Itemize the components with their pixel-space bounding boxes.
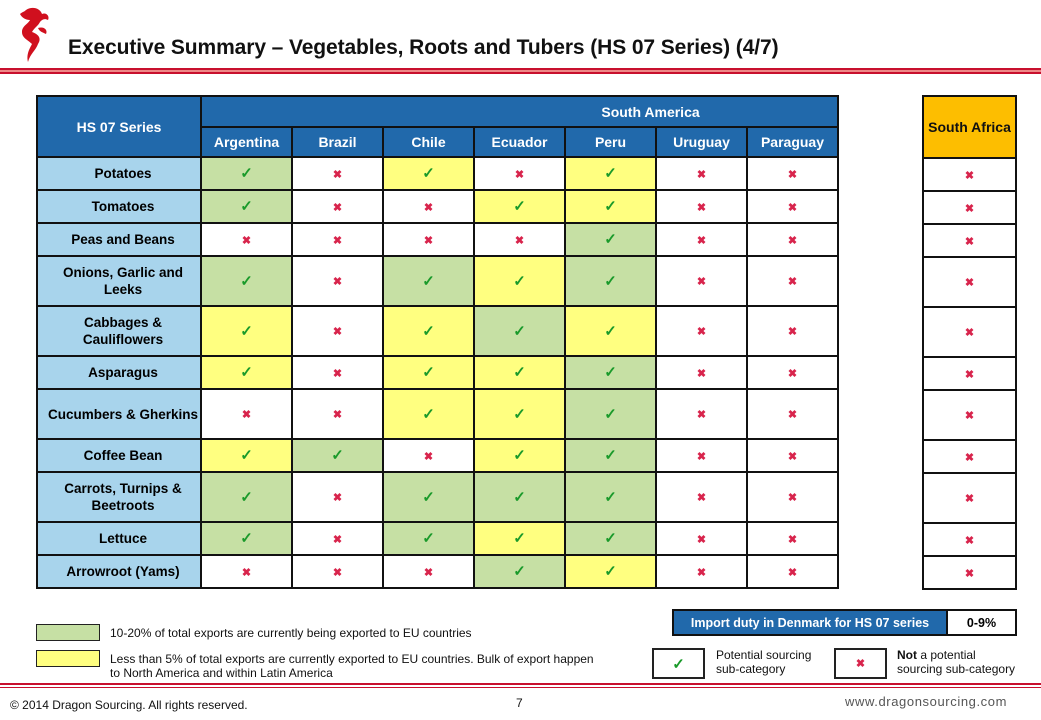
- check-icon: ✓: [513, 405, 526, 423]
- south-africa-table: [922, 95, 1017, 590]
- cross-icon: ✖: [787, 234, 798, 247]
- row-label: Carrots, Turnips & Beetroots: [37, 472, 201, 522]
- cross-icon: ✖: [514, 168, 525, 181]
- cross-icon: ✖: [787, 492, 798, 504]
- cross-icon: ✖: [787, 326, 798, 338]
- matrix-cell: [474, 223, 565, 256]
- legend-text-yellow-line2: to North America and within Latin America: [110, 666, 333, 680]
- check-icon: ✓: [422, 322, 435, 340]
- cross-icon: ✖: [787, 201, 798, 214]
- check-icon: ✓: [240, 488, 253, 506]
- check-icon: ✓: [513, 563, 526, 580]
- cross-icon: ✖: [423, 201, 434, 214]
- matrix-cell: [565, 472, 656, 522]
- import-duty-box: [672, 609, 1017, 636]
- cross-icon: ✖: [514, 234, 525, 247]
- matrix-cell: [201, 472, 292, 522]
- cross-icon: ✖: [332, 492, 343, 504]
- matrix-cell: [656, 439, 747, 472]
- south-africa-cell: [923, 357, 1016, 390]
- table-row: [923, 390, 1016, 440]
- cross-icon: ✖: [964, 567, 975, 580]
- cross-icon: ✖: [696, 367, 707, 380]
- check-icon: ✓: [604, 322, 617, 340]
- cross-icon: ✖: [964, 493, 975, 505]
- check-icon: ✓: [422, 488, 435, 506]
- south-africa-cell: [923, 473, 1016, 523]
- matrix-cell: [656, 256, 747, 306]
- key-not-potential-text: [897, 648, 1015, 676]
- check-icon: ✓: [422, 405, 435, 423]
- cross-icon: ✖: [696, 450, 707, 463]
- matrix-cell: [201, 555, 292, 588]
- matrix-cell: [201, 389, 292, 439]
- key-potential-box: [652, 648, 705, 679]
- check-icon: ✓: [513, 447, 526, 464]
- country-header-chile: Chile: [383, 127, 474, 157]
- matrix-cell: [383, 256, 474, 306]
- import-duty-value: 0-9%: [946, 611, 1015, 634]
- legend-text-yellow-line1: Less than 5% of total exports are currently exported to EU countries. Bulk of export happen: [110, 652, 594, 666]
- table-row: [37, 439, 838, 472]
- check-icon: ✓: [513, 272, 526, 290]
- cross-icon: ✖: [787, 533, 798, 546]
- matrix-cell: [474, 389, 565, 439]
- matrix-cell: [292, 157, 383, 190]
- key-not-bold: Not: [897, 648, 917, 662]
- table-row: [37, 356, 838, 389]
- cross-icon: ✖: [696, 168, 707, 181]
- row-label: Arrowroot (Yams): [37, 555, 201, 588]
- table-row: [923, 523, 1016, 556]
- table-row: [923, 307, 1016, 357]
- matrix-cell: [201, 439, 292, 472]
- cross-icon: ✖: [964, 410, 975, 422]
- table-row: [37, 256, 838, 306]
- check-icon: ✓: [604, 488, 617, 506]
- cross-icon: ✖: [787, 566, 798, 579]
- south-africa-cell: [923, 440, 1016, 473]
- row-label: Lettuce: [37, 522, 201, 555]
- matrix-cell: [474, 472, 565, 522]
- matrix-cell: [656, 472, 747, 522]
- table-row: [923, 473, 1016, 523]
- matrix-cell: [747, 190, 838, 223]
- cross-icon: ✖: [696, 234, 707, 247]
- south-africa-cell: [923, 523, 1016, 556]
- region-header: South America: [201, 96, 838, 127]
- matrix-cell: [201, 223, 292, 256]
- check-icon: ✓: [604, 563, 617, 580]
- key-not-potential-box: [834, 648, 887, 679]
- table-row: [923, 191, 1016, 224]
- check-icon: ✓: [604, 364, 617, 381]
- footer-divider: [0, 683, 1041, 688]
- cross-icon: ✖: [241, 409, 252, 421]
- check-icon: ✓: [604, 405, 617, 423]
- matrix-cell: [383, 306, 474, 356]
- matrix-cell: [747, 256, 838, 306]
- matrix-cell: [656, 190, 747, 223]
- cross-icon: ✖: [241, 234, 252, 247]
- matrix-cell: [201, 522, 292, 555]
- cross-icon: ✖: [696, 566, 707, 579]
- check-icon: ✓: [240, 165, 253, 182]
- matrix-cell: [474, 190, 565, 223]
- country-header-argentina: Argentina: [201, 127, 292, 157]
- matrix-cell: [383, 223, 474, 256]
- matrix-cell: [747, 157, 838, 190]
- matrix-cell: [383, 157, 474, 190]
- table-row: [37, 223, 838, 256]
- check-icon: ✓: [240, 272, 253, 290]
- country-header-brazil: Brazil: [292, 127, 383, 157]
- matrix-cell: [383, 472, 474, 522]
- import-duty-label: Import duty in Denmark for HS 07 series: [674, 611, 946, 634]
- table-row: [37, 190, 838, 223]
- cross-icon: ✖: [241, 566, 252, 579]
- matrix-cell: [474, 356, 565, 389]
- series-header: HS 07 Series: [37, 96, 201, 157]
- check-icon: ✓: [604, 447, 617, 464]
- matrix-cell: [292, 223, 383, 256]
- matrix-cell: [747, 306, 838, 356]
- cross-icon: ✖: [332, 566, 343, 579]
- matrix-cell: [656, 555, 747, 588]
- matrix-cell: [656, 223, 747, 256]
- dragon-logo-icon: [8, 4, 58, 64]
- south-africa-cell: [923, 158, 1016, 191]
- matrix-cell: [474, 522, 565, 555]
- matrix-cell: [565, 190, 656, 223]
- row-label: Onions, Garlic and Leeks: [37, 256, 201, 306]
- key-potential-text: [716, 648, 811, 676]
- table-row: [923, 440, 1016, 473]
- table-row: [37, 389, 838, 439]
- table-row: [37, 157, 838, 190]
- matrix-cell: [383, 522, 474, 555]
- check-icon: ✓: [422, 165, 435, 182]
- matrix-cell: [565, 389, 656, 439]
- matrix-cell: [292, 190, 383, 223]
- table-row: [923, 556, 1016, 589]
- cross-icon: ✖: [332, 234, 343, 247]
- cross-icon: ✖: [696, 409, 707, 421]
- matrix-cell: [747, 439, 838, 472]
- south-africa-cell: [923, 257, 1016, 307]
- row-label: Tomatoes: [37, 190, 201, 223]
- cross-icon: ✖: [964, 277, 975, 289]
- south-africa-cell: [923, 307, 1016, 357]
- cross-icon: ✖: [332, 533, 343, 546]
- check-icon: ✓: [672, 655, 685, 673]
- table-row: [37, 522, 838, 555]
- matrix-cell: [747, 223, 838, 256]
- matrix-cell: [565, 522, 656, 555]
- south-africa-cell: [923, 191, 1016, 224]
- matrix-cell: [292, 472, 383, 522]
- country-header-ecuador: Ecuador: [474, 127, 565, 157]
- matrix-cell: [656, 389, 747, 439]
- check-icon: ✓: [513, 322, 526, 340]
- matrix-cell: [565, 306, 656, 356]
- check-icon: ✓: [513, 198, 526, 215]
- table-row: [37, 555, 838, 588]
- cross-icon: ✖: [964, 169, 975, 182]
- check-icon: ✓: [513, 488, 526, 506]
- website-url: www.dragonsourcing.com: [845, 694, 1008, 709]
- cross-icon: ✖: [787, 168, 798, 181]
- check-icon: ✓: [604, 272, 617, 290]
- country-header-uruguay: Uruguay: [656, 127, 747, 157]
- cross-icon: ✖: [964, 235, 975, 248]
- south-africa-header-label: South Africa: [928, 119, 1011, 135]
- matrix-cell: [474, 555, 565, 588]
- legend-text-green: 10-20% of total exports are currently being exported to EU countries: [110, 626, 472, 640]
- cross-icon: ✖: [332, 367, 343, 380]
- cross-icon: ✖: [332, 326, 343, 338]
- cross-icon: ✖: [332, 276, 343, 288]
- key-potential-line2: sub-category: [716, 662, 786, 676]
- check-icon: ✓: [513, 530, 526, 547]
- matrix-cell: [292, 439, 383, 472]
- matrix-cell: [474, 439, 565, 472]
- matrix-cell: [565, 223, 656, 256]
- matrix-cell: [747, 522, 838, 555]
- page-title: Executive Summary – Vegetables, Roots and Tubers (HS 07 Series) (4/7): [68, 36, 779, 59]
- row-label: Cucumbers & Gherkins: [37, 389, 201, 439]
- matrix-cell: [565, 256, 656, 306]
- check-icon: ✓: [513, 364, 526, 381]
- cross-icon: ✖: [423, 566, 434, 579]
- cross-icon: ✖: [423, 450, 434, 463]
- matrix-cell: [747, 389, 838, 439]
- matrix-cell: [565, 439, 656, 472]
- check-icon: ✓: [240, 198, 253, 215]
- check-icon: ✓: [422, 272, 435, 290]
- key-not-line1-rest: a potential: [917, 648, 976, 662]
- cross-icon: ✖: [332, 201, 343, 214]
- matrix-cell: [201, 157, 292, 190]
- matrix-cell: [292, 389, 383, 439]
- cross-icon: ✖: [855, 658, 866, 670]
- check-icon: ✓: [422, 364, 435, 381]
- check-icon: ✓: [240, 530, 253, 547]
- copyright-text: © 2014 Dragon Sourcing. All rights reserved.: [10, 698, 248, 712]
- matrix-cell: [565, 356, 656, 389]
- south-africa-cell: [923, 556, 1016, 589]
- cross-icon: ✖: [787, 367, 798, 380]
- matrix-cell: [201, 190, 292, 223]
- legend-swatch-yellow: [36, 650, 100, 667]
- matrix-cell: [474, 256, 565, 306]
- cross-icon: ✖: [423, 234, 434, 247]
- matrix-cell: [383, 190, 474, 223]
- page-number: 7: [516, 696, 523, 710]
- south-africa-header: [923, 96, 1016, 158]
- cross-icon: ✖: [964, 202, 975, 215]
- cross-icon: ✖: [696, 326, 707, 338]
- cross-icon: ✖: [964, 451, 975, 464]
- row-label: Cabbages & Cauliflowers: [37, 306, 201, 356]
- matrix-cell: [656, 356, 747, 389]
- table-row: [923, 158, 1016, 191]
- matrix-cell: [656, 157, 747, 190]
- check-icon: ✓: [240, 364, 253, 381]
- matrix-cell: [474, 306, 565, 356]
- matrix-cell: [747, 472, 838, 522]
- header-divider: [0, 68, 1041, 74]
- check-icon: ✓: [604, 198, 617, 215]
- south-africa-cell: [923, 390, 1016, 440]
- matrix-cell: [201, 256, 292, 306]
- check-icon: ✓: [422, 530, 435, 547]
- row-label: Asparagus: [37, 356, 201, 389]
- cross-icon: ✖: [696, 201, 707, 214]
- check-icon: ✓: [331, 447, 344, 464]
- matrix-cell: [656, 522, 747, 555]
- table-row: [923, 357, 1016, 390]
- table-row: [37, 306, 838, 356]
- cross-icon: ✖: [696, 276, 707, 288]
- matrix-cell: [292, 555, 383, 588]
- row-label: Potatoes: [37, 157, 201, 190]
- cross-icon: ✖: [332, 168, 343, 181]
- check-icon: ✓: [240, 447, 253, 464]
- south-africa-cell: [923, 224, 1016, 257]
- cross-icon: ✖: [696, 492, 707, 504]
- matrix-cell: [201, 306, 292, 356]
- matrix-cell: [201, 356, 292, 389]
- matrix-cell: [656, 306, 747, 356]
- key-not-line2: sourcing sub-category: [897, 662, 1016, 676]
- cross-icon: ✖: [964, 534, 975, 547]
- matrix-cell: [383, 389, 474, 439]
- cross-icon: ✖: [787, 276, 798, 288]
- row-label: Coffee Bean: [37, 439, 201, 472]
- matrix-cell: [474, 157, 565, 190]
- key-potential-line1: Potential sourcing: [716, 648, 812, 662]
- sourcing-matrix-table: [36, 95, 839, 589]
- legend-text-yellow: [110, 652, 594, 680]
- cross-icon: ✖: [787, 450, 798, 463]
- cross-icon: ✖: [964, 327, 975, 339]
- country-header-paraguay: Paraguay: [747, 127, 838, 157]
- cross-icon: ✖: [696, 533, 707, 546]
- matrix-cell: [292, 356, 383, 389]
- cross-icon: ✖: [964, 368, 975, 381]
- check-icon: ✓: [604, 165, 617, 182]
- matrix-cell: [292, 522, 383, 555]
- matrix-cell: [383, 356, 474, 389]
- matrix-cell: [383, 555, 474, 588]
- cross-icon: ✖: [332, 409, 343, 421]
- matrix-cell: [565, 555, 656, 588]
- check-icon: ✓: [604, 530, 617, 547]
- cross-icon: ✖: [787, 409, 798, 421]
- check-icon: ✓: [604, 231, 617, 248]
- check-icon: ✓: [240, 322, 253, 340]
- legend-swatch-green: [36, 624, 100, 641]
- table-row: [37, 472, 838, 522]
- table-row: [923, 257, 1016, 307]
- matrix-cell: [383, 439, 474, 472]
- country-header-peru: Peru: [565, 127, 656, 157]
- matrix-cell: [565, 157, 656, 190]
- matrix-cell: [292, 306, 383, 356]
- table-row: [923, 224, 1016, 257]
- matrix-cell: [292, 256, 383, 306]
- matrix-cell: [747, 555, 838, 588]
- row-label: Peas and Beans: [37, 223, 201, 256]
- matrix-cell: [747, 356, 838, 389]
